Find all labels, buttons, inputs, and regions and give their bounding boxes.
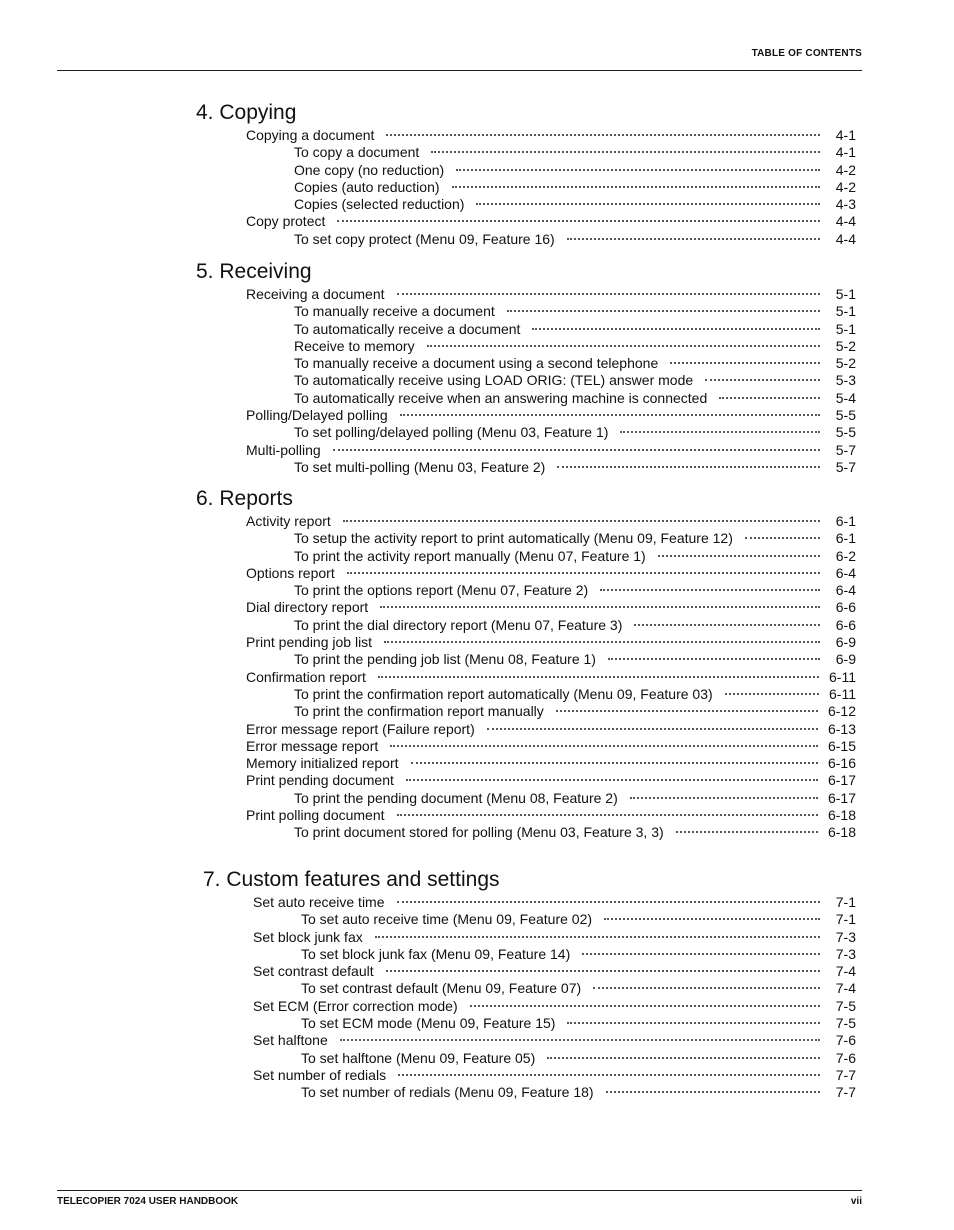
toc-entry [196, 390, 856, 407]
section-custom-features [203, 867, 856, 1102]
section-title: 6. Reports [196, 487, 293, 510]
toc-entry-page: 7-1 [835, 894, 856, 910]
toc-entry-page: 5-5 [835, 407, 856, 424]
dot-leader [375, 936, 820, 938]
dot-leader [337, 220, 820, 222]
toc-entry-text: Memory initialized report [246, 755, 399, 772]
dot-leader [532, 328, 820, 330]
dot-leader [397, 814, 818, 816]
toc-entry-text: To print the confirmation report manually [294, 703, 544, 720]
toc-entry-page: 7-3 [835, 945, 856, 962]
toc-entry [196, 162, 856, 179]
toc-entry [196, 548, 856, 565]
header-title: TABLE OF CONTENTS [751, 48, 862, 59]
toc-entry-text: Error message report (Failure report) [246, 720, 475, 737]
toc-entry-text: To print the confirmation report automatically (Menu 09, Feature 03) [294, 685, 713, 702]
dot-leader [380, 606, 820, 608]
toc-entry-page: 6-13 [827, 720, 856, 737]
toc-entry-text: Copies (selected reduction) [294, 196, 465, 213]
toc-entry [203, 980, 856, 997]
toc-entry [196, 651, 856, 668]
toc-entry [203, 1015, 856, 1032]
toc-entry [196, 513, 856, 530]
toc-entry [196, 144, 856, 161]
toc-entry-page: 6-11 [829, 685, 856, 702]
dot-leader [476, 203, 820, 205]
toc-entry-text: To print the options report (Menu 07, Feature 2) [294, 582, 589, 599]
toc-entry-text: To print the dial directory report (Menu 07, Feature 3) [294, 616, 623, 633]
toc-entry [196, 565, 856, 582]
toc-entry-page: 5-2 [835, 355, 856, 372]
toc-entry-list [196, 286, 856, 476]
dot-leader [719, 397, 820, 399]
toc-entry [196, 338, 856, 355]
toc-entry-text: Set contrast default [253, 963, 374, 980]
dot-leader [725, 693, 819, 695]
toc-entry-page: 6-6 [835, 599, 856, 616]
toc-entry-list [196, 513, 856, 842]
toc-entry-text: To automatically receive using LOAD ORIG: (TEL) answer mode [294, 372, 694, 389]
toc-entry [203, 894, 856, 911]
toc-entry-page: 7-4 [835, 980, 856, 997]
toc-entry [196, 231, 856, 248]
toc-entry-page: 4-2 [835, 178, 856, 195]
toc-entry-text: Confirmation report [246, 668, 366, 685]
toc-entry-page: 4-1 [835, 144, 856, 161]
toc-entry [203, 998, 856, 1015]
toc-entry-page: 7-5 [835, 1015, 856, 1032]
toc-entry-page: 5-1 [835, 303, 856, 320]
toc-entry-text: To set number of redials (Menu 09, Feature 18) [301, 1084, 594, 1101]
toc-entry-page: 6-1 [835, 513, 856, 529]
toc-entry-text: To copy a document [294, 144, 420, 161]
toc-entry-page: 6-4 [835, 564, 856, 581]
toc-entry-text: Set block junk fax [253, 928, 363, 945]
toc-entry-text: Options report [246, 564, 335, 581]
toc-entry [196, 772, 856, 789]
toc-entry-page: 6-4 [835, 582, 856, 599]
toc-entry-text: Set halftone [253, 1032, 328, 1049]
toc-entry-page: 6-18 [827, 807, 856, 824]
toc-entry [196, 582, 856, 599]
toc-entry [203, 1084, 856, 1101]
dot-leader [386, 970, 820, 972]
dot-leader [386, 134, 820, 136]
toc-entry [203, 963, 856, 980]
dot-leader [333, 449, 820, 451]
toc-entry-text: To print the pending job list (Menu 08, Feature 1) [294, 651, 596, 668]
toc-entry [196, 824, 856, 841]
toc-entry-text: Multi-polling [246, 441, 321, 458]
toc-entry-page: 7-1 [835, 911, 856, 928]
section-receiving [196, 259, 856, 476]
toc-entry-text: To print the pending document (Menu 08, Feature 2) [294, 789, 618, 806]
toc-entry [196, 807, 856, 824]
dot-leader [507, 310, 820, 312]
section-copying [196, 100, 856, 248]
toc-entry-page: 4-4 [835, 230, 856, 247]
toc-entry-page: 5-5 [835, 424, 856, 441]
toc-entry-text: To set block junk fax (Menu 09, Feature 14) [301, 945, 571, 962]
toc-entry [196, 530, 856, 547]
toc-entry-page: 5-3 [835, 372, 856, 389]
toc-entry [203, 1032, 856, 1049]
toc-entry-text: Polling/Delayed polling [246, 407, 388, 424]
toc-entry-page: 6-15 [827, 737, 856, 754]
toc-entry-page: 5-2 [835, 337, 856, 354]
dot-leader [676, 831, 818, 833]
toc-entry-page: 6-2 [835, 547, 856, 564]
toc-entry-page: 6-16 [827, 755, 856, 772]
toc-entry-page: 7-5 [835, 997, 856, 1014]
toc-entry [196, 213, 856, 230]
dot-leader [343, 520, 820, 522]
dot-leader [670, 362, 820, 364]
toc-entry [203, 929, 856, 946]
section-reports [196, 486, 856, 842]
dot-leader [582, 953, 820, 955]
toc-entry [196, 424, 856, 441]
toc-entry [196, 459, 856, 476]
dot-leader [557, 466, 820, 468]
toc-entry-page: 7-4 [835, 963, 856, 980]
dot-leader [411, 762, 818, 764]
dot-leader [487, 728, 818, 730]
toc-entry-page: 6-12 [827, 703, 856, 720]
dot-leader [634, 624, 820, 626]
dot-leader [567, 238, 820, 240]
toc-entry-text: To set ECM mode (Menu 09, Feature 15) [301, 1015, 556, 1032]
section-title: 4. Copying [196, 101, 297, 124]
toc-entry [196, 127, 856, 144]
toc-entry [196, 790, 856, 807]
toc-entry-page: 7-7 [835, 1084, 856, 1101]
dot-leader [470, 1005, 820, 1007]
toc-entry-page: 7-6 [835, 1032, 856, 1049]
toc-entry-page: 6-17 [827, 772, 856, 789]
toc-entry [196, 703, 856, 720]
toc-entry [196, 755, 856, 772]
toc-entry-text: Copies (auto reduction) [294, 178, 440, 195]
page-number: vii [850, 1196, 862, 1207]
dot-leader [431, 151, 820, 153]
dot-leader [452, 186, 820, 188]
toc-entry [196, 738, 856, 755]
toc-entry-text: Set ECM (Error correction mode) [253, 997, 458, 1014]
dot-leader [397, 901, 820, 903]
toc-entry-page: 7-6 [835, 1049, 856, 1066]
toc-entry [196, 303, 856, 320]
toc-entry [196, 355, 856, 372]
toc-entry [196, 669, 856, 686]
toc-entry-text: To set auto receive time (Menu 09, Feature 02) [301, 911, 593, 928]
toc-entry-page: 7-3 [835, 928, 856, 945]
toc-entry-page: 7-7 [835, 1066, 856, 1083]
toc-entry-text: Print polling document [246, 807, 385, 824]
toc-entry-page: 6-9 [835, 651, 856, 668]
toc-entry-text: Print pending job list [246, 634, 373, 651]
toc-entry-page: 4-4 [835, 213, 856, 230]
dot-leader [456, 169, 820, 171]
toc-entry-text: To automatically receive when an answering machine is connected [294, 389, 708, 406]
dot-leader [604, 918, 820, 920]
toc-entry-page: 6-18 [827, 824, 856, 841]
toc-entry [196, 407, 856, 424]
toc-entry-text: Print pending document [246, 772, 394, 789]
toc-entry [196, 686, 856, 703]
toc-entry-page: 6-1 [835, 530, 856, 547]
toc-entry-page: 6-6 [835, 616, 856, 633]
toc-entry [196, 286, 856, 303]
dot-leader [593, 987, 820, 989]
toc-entry-text: Copy protect [246, 213, 326, 230]
toc-entry-text: To manually receive a document using a second telephone [294, 355, 659, 372]
toc-entry-text: To print document stored for polling (Menu 03, Feature 3, 3) [294, 824, 664, 841]
toc-entry-text: Error message report [246, 737, 379, 754]
toc-entry-text: To set contrast default (Menu 09, Feature 07) [301, 980, 582, 997]
toc-entry [196, 196, 856, 213]
toc-entry-text: To manually receive a document [294, 303, 495, 320]
toc-entry [203, 1050, 856, 1067]
toc-entry-text: Activity report [246, 513, 331, 529]
dot-leader [400, 414, 820, 416]
toc-entry [196, 179, 856, 196]
toc-entry-text: To set polling/delayed polling (Menu 03, Feature 1) [294, 424, 609, 441]
toc-entry [196, 442, 856, 459]
toc-entry-page: 4-1 [835, 127, 856, 143]
toc-entry-text: One copy (no reduction) [294, 161, 445, 178]
page-footer [57, 1190, 862, 1215]
toc-entry-text: To set halftone (Menu 09, Feature 05) [301, 1049, 536, 1066]
toc-entry [196, 372, 856, 389]
dot-leader [390, 745, 818, 747]
dot-leader [378, 676, 819, 678]
dot-leader [620, 431, 820, 433]
footer-title: TELECOPIER 7024 USER HANDBOOK [57, 1196, 239, 1207]
toc-entry-text: To automatically receive a document [294, 320, 521, 337]
dot-leader [427, 345, 820, 347]
dot-leader [556, 710, 818, 712]
toc-entry [203, 1067, 856, 1084]
dot-leader [347, 572, 820, 574]
toc-entry-page: 5-4 [835, 389, 856, 406]
dot-leader [397, 293, 820, 295]
toc-entry-page: 6-17 [827, 789, 856, 806]
toc-entry-page: 6-9 [835, 634, 856, 651]
dot-leader [745, 537, 820, 539]
page-header [57, 44, 862, 71]
dot-leader [406, 779, 818, 781]
dot-leader [608, 658, 820, 660]
toc-entry [196, 599, 856, 616]
dot-leader [340, 1039, 820, 1041]
toc-entry-text: To set copy protect (Menu 09, Feature 16) [294, 230, 555, 247]
toc-entry-page: 4-3 [835, 196, 856, 213]
toc-entry [203, 911, 856, 928]
toc-entry-page: 5-7 [835, 441, 856, 458]
toc-entry-page: 5-1 [835, 320, 856, 337]
toc-entry-text: Dial directory report [246, 599, 369, 616]
dot-leader [398, 1074, 820, 1076]
dot-leader [630, 797, 818, 799]
toc-entry-list [196, 127, 856, 248]
toc-entry-page: 5-1 [835, 286, 856, 302]
toc-entry [196, 617, 856, 634]
section-title: 5. Receiving [196, 260, 312, 283]
toc-entry-list [203, 894, 856, 1102]
toc-entry [196, 321, 856, 338]
toc-entry-text: To set multi-polling (Menu 03, Feature 2) [294, 458, 546, 475]
toc-entry-text: Set number of redials [253, 1066, 387, 1083]
toc-entry-page: 6-11 [829, 668, 856, 685]
dot-leader [658, 555, 820, 557]
toc-entry-text: Copying a document [246, 127, 375, 143]
dot-leader [600, 589, 820, 591]
dot-leader [547, 1057, 820, 1059]
toc-entry [196, 721, 856, 738]
toc-entry [196, 634, 856, 651]
dot-leader [567, 1022, 820, 1024]
dot-leader [384, 641, 820, 643]
dot-leader [705, 379, 820, 381]
toc-entry-page: 5-7 [835, 458, 856, 475]
dot-leader [606, 1091, 820, 1093]
section-title: 7. Custom features and settings [203, 868, 500, 891]
toc-entry-text: Set auto receive time [253, 894, 385, 910]
toc-entry-text: Receiving a document [246, 286, 385, 302]
toc-entry [203, 946, 856, 963]
toc-entry-page: 4-2 [835, 161, 856, 178]
toc-entry-text: To print the activity report manually (Menu 07, Feature 1) [294, 547, 646, 564]
toc-entry-text: To setup the activity report to print automatically (Menu 09, Feature 12) [294, 530, 733, 547]
toc-entry-text: Receive to memory [294, 337, 415, 354]
